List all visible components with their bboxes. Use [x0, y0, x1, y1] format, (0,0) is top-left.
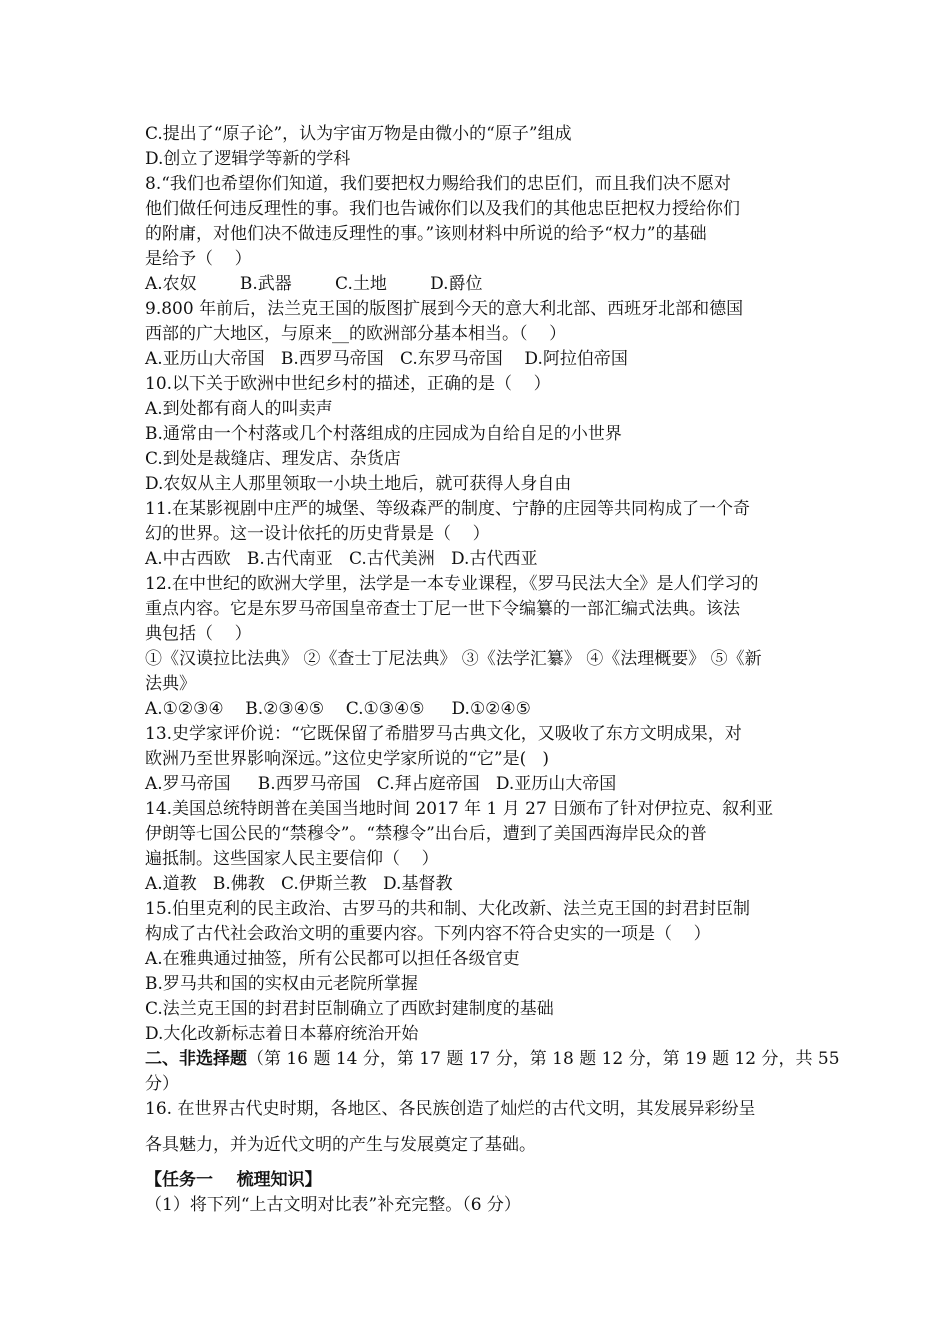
task1-item: （1）将下列“上古文明对比表”补充完整。（6 分） [145, 1195, 521, 1215]
text-line: 13.史学家评价说：“它既保留了希腊罗马古典文化，又吸收了东方文明成果，对 [145, 724, 742, 744]
text-line: B.通常由一个村落或几个村落组成的庄园成为自给自足的小世界 [145, 424, 622, 444]
text-line: A.亚历山大帝国 B.西罗马帝国 C.东罗马帝国 D.阿拉伯帝国 [145, 349, 628, 369]
q16-line-1: 16. 在世界古代史时期，各地区、各民族创造了灿烂的古代文明，其发展异彩纷呈 [145, 1099, 756, 1119]
text-line: A.农奴 B.武器 C.土地 D.爵位 [145, 274, 483, 294]
text-line: 幻的世界。这一设计依托的历史背景是（ ） [145, 524, 490, 544]
text-line: 典包括（ ） [145, 624, 252, 644]
text-line: A.罗马帝国 B.西罗马帝国 C.拜占庭帝国 D.亚历山大帝国 [145, 774, 617, 794]
text-line: A.在雅典通过抽签，所有公民都可以担任各级官吏 [145, 949, 520, 969]
text-line: 9.800 年前后，法兰克王国的版图扩展到今天的意大利北部、西班牙北部和德国 [145, 299, 744, 319]
text-line: 8.“我们也希望你们知道，我们要把权力赐给我们的忠臣们，而且我们决不愿对 [145, 174, 731, 194]
section-score-note-cont: 分） [145, 1074, 179, 1094]
text-line: 重点内容。它是东罗马帝国皇帝查士丁尼一世下令编纂的一部汇编式法典。该法 [145, 599, 740, 619]
text-line: 11.在某影视剧中庄严的城堡、等级森严的制度、宁静的庄园等共同构成了一个奇 [145, 499, 751, 519]
text-line: 遍抵制。这些国家人民主要信仰（ ） [145, 849, 439, 869]
text-line: 是给予（ ） [145, 249, 252, 269]
text-line: C.提出了“原子论”，认为宇宙万物是由微小的“原子”组成 [145, 124, 572, 144]
text-line: 15.伯里克利的民主政治、古罗马的共和制、大化改新、法兰克王国的封君封臣制 [145, 899, 751, 919]
text-line: D.大化改新标志着日本幕府统治开始 [145, 1024, 419, 1044]
text-line: A.到处都有商人的叫卖声 [145, 399, 333, 419]
text-line: 伊朗等七国公民的“禁穆令”。“禁穆令”出台后，遭到了美国西海岸民众的普 [145, 824, 707, 844]
text-line: 10.以下关于欧洲中世纪乡村的描述，正确的是（ ） [145, 374, 551, 394]
text-line: 14.美国总统特朗普在美国当地时间 2017 年 1 月 27 日颁布了针对伊拉克、叙利亚 [145, 799, 774, 819]
document-page [145, 122, 840, 1218]
section-heading: 二、非选择题 [145, 1049, 247, 1069]
text-line: 他们做任何违反理性的事。我们也告诫你们以及我们的其他忠臣把权力授给你们 [145, 199, 740, 219]
text-line: D.农奴从主人那里领取一小块土地后，就可获得人身自由 [145, 474, 572, 494]
text-line: A.中古西欧 B.古代南亚 C.古代美洲 D.古代西亚 [145, 549, 538, 569]
text-line: B.罗马共和国的实权由元老院所掌握 [145, 974, 418, 994]
text-line: D.创立了逻辑学等新的学科 [145, 149, 351, 169]
section-heading-line [145, 1047, 840, 1072]
text-line: 西部的广大地区，与原来__的欧洲部分基本相当。（ ） [145, 324, 567, 344]
text-line: 构成了古代社会政治文明的重要内容。下列内容不符合史实的一项是（ ） [145, 924, 711, 944]
question-lines [145, 122, 815, 1047]
text-line: A.道教 B.佛教 C.伊斯兰教 D.基督教 [145, 874, 453, 894]
text-line: 的附庸，对他们决不做违反理性的事。”该则材料中所说的给予“权力”的基础 [145, 224, 707, 244]
task1-heading: 【任务一 梳理知识】 [145, 1170, 322, 1190]
section-score-note: （第 16 题 14 分，第 17 题 17 分，第 18 题 12 分，第 19 题 12 分，共 55 [247, 1049, 840, 1069]
text-line: A.①②③④ B.②③④⑤ C.①③④⑤ D.①②④⑤ [145, 699, 531, 719]
text-line: ①《汉谟拉比法典》 ②《查士丁尼法典》 ③《法学汇纂》 ④《法理概要》 ⑤《新 [145, 649, 762, 669]
text-line: 12.在中世纪的欧洲大学里，法学是一本专业课程，《罗马民法大全》是人们学习的 [145, 574, 759, 594]
text-line: 欧洲乃至世界影响深远。”这位史学家所说的“它”是( ) [145, 749, 550, 769]
text-line: C.到处是裁缝店、理发店、杂货店 [145, 449, 401, 469]
text-line: 法典》 [145, 674, 196, 694]
q16-line-2: 各具魅力，并为近代文明的产生与发展奠定了基础。 [145, 1135, 536, 1155]
text-line: C.法兰克王国的封君封臣制确立了西欧封建制度的基础 [145, 999, 554, 1019]
